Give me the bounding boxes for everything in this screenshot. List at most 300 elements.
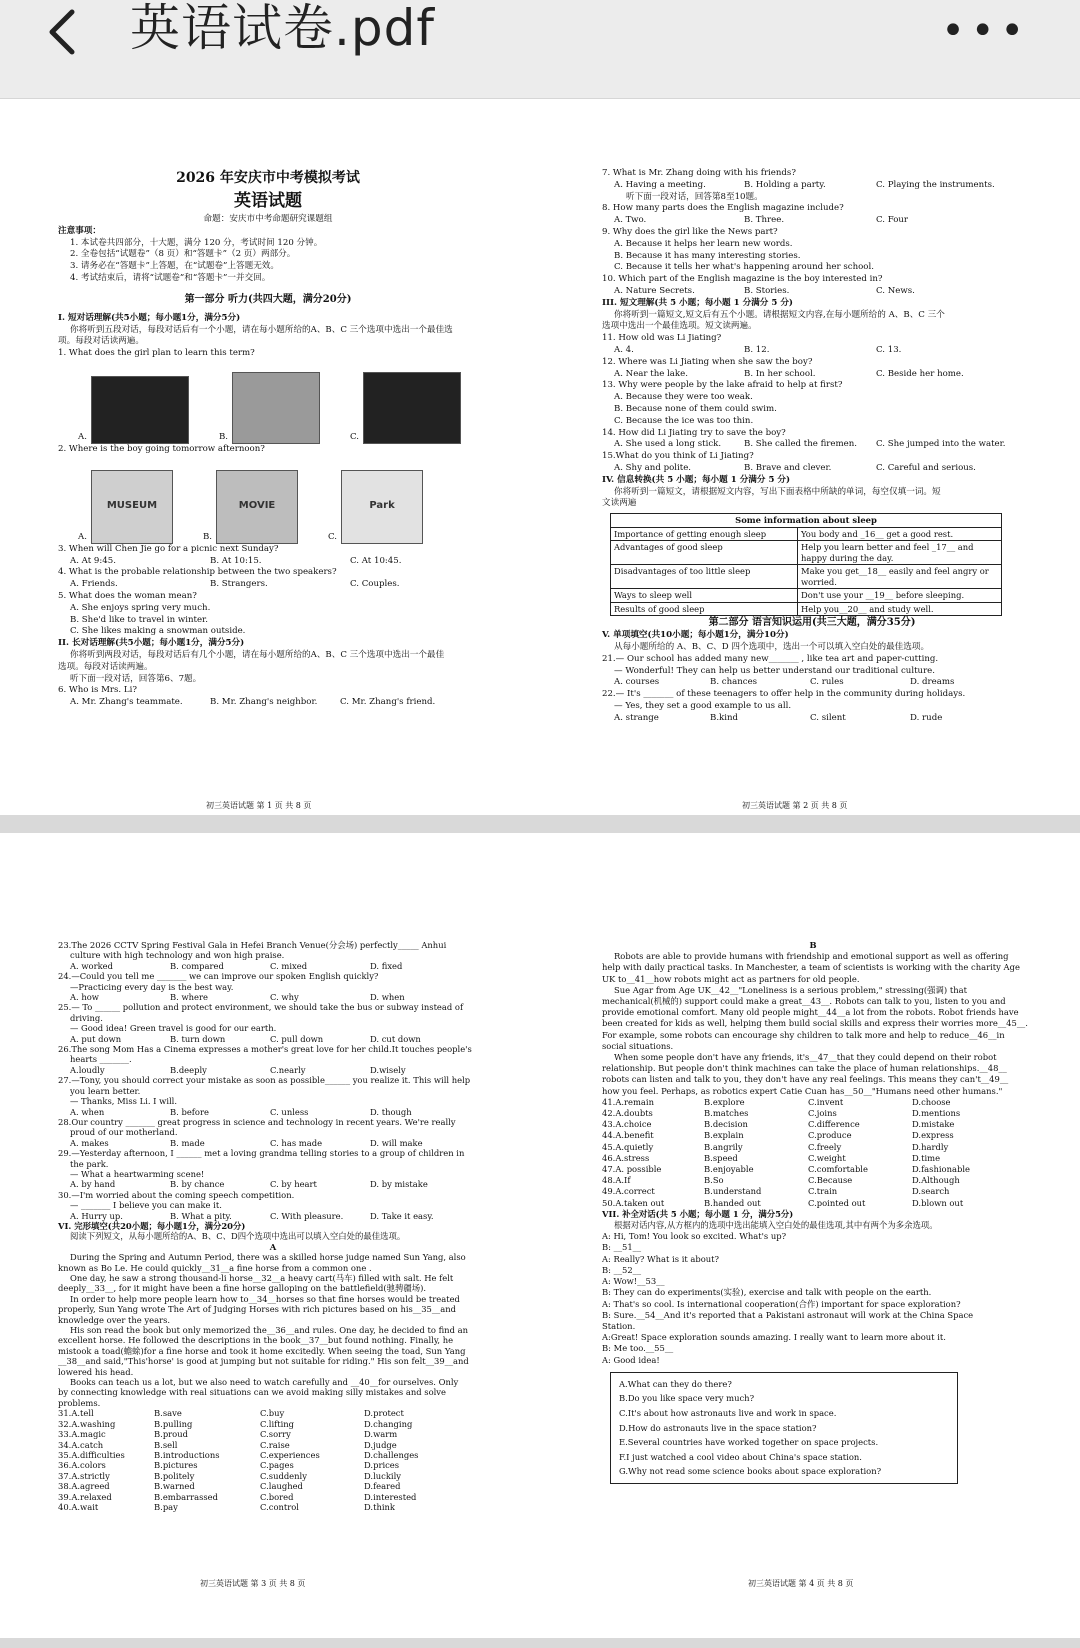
option: B. compared <box>170 960 224 971</box>
option: D.luckily <box>364 1470 402 1481</box>
text-line: During the Spring and Autumn Period, there was a skilled horse judge named Sun Yang, also <box>70 1252 466 1263</box>
option: A. Friends. <box>70 579 118 590</box>
option: D. will make <box>370 1137 423 1148</box>
option-label: B. <box>218 432 229 443</box>
option: B.So <box>704 1175 724 1186</box>
option: C.weight <box>808 1152 846 1163</box>
section-instruction: 文读两遍 <box>602 498 637 509</box>
option: D.choose <box>912 1096 951 1107</box>
question-27-cont: you learn better. <box>70 1085 141 1096</box>
table-cell: Help you learn better and feel _17__ and happy during the day. <box>798 541 1002 565</box>
option: B.speed <box>704 1152 738 1163</box>
option-row <box>58 1492 488 1502</box>
question-26-options <box>58 1065 488 1075</box>
option: D.interested <box>364 1491 417 1502</box>
option: C.train <box>808 1186 838 1197</box>
dialogue <box>602 1231 1024 1365</box>
option: B. Three. <box>744 215 785 226</box>
question-23: 23.The 2026 CCTV Spring Festival Gala in Hefei Branch Venue(分会场) perfectly_____ Anhui <box>58 940 447 950</box>
option: B.decision <box>704 1119 748 1130</box>
option: C.nearly <box>270 1064 306 1075</box>
option: A.loudly <box>70 1064 105 1075</box>
option: B.angrily <box>704 1141 743 1152</box>
option: 48.A.If <box>602 1175 631 1186</box>
option: C.pointed out <box>808 1197 866 1208</box>
top-bar <box>0 0 1080 99</box>
paper-cutting-fish-image <box>363 372 461 444</box>
text-line: by connecting knowledge with real situations can we avoid making silly mistakes and solve <box>58 1387 446 1398</box>
option: B. where <box>170 992 208 1003</box>
option: D.prices <box>364 1460 400 1471</box>
option: 47.A. possible <box>602 1164 662 1175</box>
option: C. With pleasure. <box>270 1210 344 1221</box>
question-30-options <box>58 1211 488 1221</box>
text-line: knowledge over the years. <box>58 1314 171 1325</box>
option: D. rude <box>910 712 943 723</box>
option-row <box>58 1502 488 1512</box>
table-cell: Help you__20__ and study well. <box>798 602 1002 616</box>
question-15: 15.What do you think of Li Jiating? <box>602 451 754 462</box>
option: C.laughed <box>260 1481 303 1492</box>
option: B. by chance <box>170 1179 225 1190</box>
text-line: robots can listen and talk to you, they don't have any real feelings. This means they can't__49__ <box>602 1074 1009 1085</box>
option-row <box>602 1175 1024 1186</box>
table-cell: Ways to sleep well <box>611 589 798 603</box>
cloze-passage-b <box>602 951 1028 1097</box>
text-line: deeply__33__, for it might have been a fine horse galloping on the battlefield(驰骋疆场). <box>58 1283 427 1294</box>
question-10: 10. Which part of the English magazine is the boy interested in? <box>602 274 883 285</box>
option: B.sell <box>154 1439 178 1450</box>
question-14: 14. How did Li Jiating try to save the boy? <box>602 427 786 438</box>
option: 34.A.catch <box>58 1439 104 1450</box>
option: D.blown out <box>912 1197 964 1208</box>
option: C. Couples. <box>350 579 400 590</box>
text-line: how you feel. Perhaps, as robotics expert Catie Cuan has__50__"Humans need other humans." <box>602 1085 1003 1096</box>
table-row <box>611 589 1002 603</box>
option: B. What a pity. <box>170 1210 232 1221</box>
option: C.comfortable <box>808 1164 868 1175</box>
question-11-options <box>602 345 1022 357</box>
passage-label: A <box>269 1241 277 1252</box>
section-instruction: 选项中选出一个最佳选项。短文读两遍。 <box>602 321 757 332</box>
text-line: A: Good idea! <box>602 1354 660 1365</box>
option: C. unless <box>270 1106 309 1117</box>
question-4-options <box>58 579 478 591</box>
option: A. makes <box>70 1137 109 1148</box>
question-26-cont: hearts _______. <box>70 1054 132 1065</box>
option: C.sorry <box>260 1429 291 1440</box>
text-line: A: Wow!__53__ <box>602 1276 665 1287</box>
text-line: __38__and said,"This'horse' is good at jumping but not suitable for riding." His son felt__39__and <box>58 1356 469 1367</box>
option: C. Careful and serious. <box>876 462 976 473</box>
option-row <box>602 1164 1024 1175</box>
option: D.feared <box>364 1481 401 1492</box>
option: B. She called the firemen. <box>744 439 858 450</box>
table-cell: Advantages of good sleep <box>611 541 798 565</box>
text-line: B: __51__ <box>602 1242 642 1253</box>
option: A. Shy and polite. <box>614 462 692 473</box>
option-row <box>602 1108 1024 1119</box>
option: A. 4. <box>614 344 634 355</box>
question-21-options <box>602 677 1022 689</box>
text-line: B: __52__ <box>602 1264 642 1275</box>
text-line: A: That's so cool. Is international cooperation(合作) important for space exploration? <box>602 1298 961 1309</box>
question-21-reply: — Wonderful! They can help us better understand our traditional culture. <box>614 665 935 676</box>
option: B.warned <box>154 1481 195 1492</box>
question-25-reply: — Good idea! Green travel is good for our earth. <box>70 1023 277 1034</box>
option: 43.A.choice <box>602 1119 652 1130</box>
option: 33.A.magic <box>58 1429 106 1440</box>
option-row <box>602 1119 1024 1130</box>
question-3: 3. When will Chen Jie go for a picnic next Sunday? <box>58 543 279 554</box>
option: B. Because it has many interesting stories. <box>614 250 801 261</box>
question-22-reply: — Yes, they set a good example to us all. <box>614 700 792 711</box>
question-7-options <box>602 180 1022 192</box>
author-line: 命题：安庆市中考命题研究课题组 <box>203 214 333 224</box>
question-27: 27.—Tony, you should correct your mistake as soon as possible______ you realize it. This will help <box>58 1075 471 1086</box>
option: D.express <box>912 1130 954 1141</box>
option: B.pay <box>154 1501 178 1512</box>
table-row <box>611 565 1002 589</box>
question-21: 21.— Our school has added many new_______ , like tea art and paper-cutting. <box>602 653 939 664</box>
text-line: mistook a toad(蟾蜍)for a fine horse and took it home excitedly. When seeing the toad, Sun Yang <box>58 1345 466 1356</box>
document-title: 英语试卷.pdf <box>130 0 435 57</box>
text-line: Books can teach us a lot, but we also need to watch carefully and __40__for ourselves. Only <box>70 1377 459 1388</box>
section-instruction: 你将听到两段对话，每段对话后有几个小题，请在每小题所给的A、B、C 三个选项中选出一个最佳 <box>70 649 445 660</box>
option: A. Mr. Zhang's teammate. <box>70 697 183 708</box>
option: C.control <box>260 1501 299 1512</box>
section-1-title: I. 短对话理解(共5小题；每小题1分，满分5分) <box>58 312 241 323</box>
question-27-options <box>58 1107 488 1117</box>
page-separator <box>0 1638 1080 1648</box>
question-3-options <box>58 556 478 568</box>
question-24: 24.—Could you tell me _______ we can improve our spoken English quickly? <box>58 971 379 982</box>
text-line: E.Several countries have worked together on space projects. <box>619 1437 879 1448</box>
chevron-left-icon[interactable] <box>40 2 90 62</box>
text-line: relationship. But people don't think machines can take the place of human relationships.__48__ <box>602 1063 1007 1074</box>
option: D.judge <box>364 1439 397 1450</box>
option: C.pages <box>260 1460 294 1471</box>
text-line: His son read the book but only memorized the__36__and rules. One day, he decided to find an <box>70 1325 468 1336</box>
option: B. Because none of them could swim. <box>614 403 777 414</box>
option: D.mistake <box>912 1119 955 1130</box>
question-29-reply: — What a heartwarming scene! <box>70 1168 205 1179</box>
question-8-options <box>602 215 1022 227</box>
page-separator <box>0 815 1080 833</box>
question-7: 7. What is Mr. Zhang doing with his friends? <box>602 168 796 178</box>
section-instruction: 你将听到五段对话，每段对话后有一个小题，请在每小题所给的A、B、C 三个选项中选出一个最佳选 <box>70 324 453 335</box>
passage-label: B <box>809 940 817 950</box>
text-line: Robots are able to provide humans with friendship and emotional support as well as offering <box>614 951 1009 962</box>
page-1-left <box>58 168 478 709</box>
option: C. 13. <box>876 344 902 355</box>
option: C. mixed <box>270 960 308 971</box>
question-25-options <box>58 1034 488 1044</box>
option: A. by hand <box>70 1179 116 1190</box>
cloze-options-b <box>602 1097 1024 1209</box>
table-cell: Importance of getting enough sleep <box>611 527 798 541</box>
option: B.politely <box>154 1470 195 1481</box>
page-footer: 初三英语试题 第 3 页 共 8 页 <box>200 1579 306 1588</box>
question-28-cont: proud of our motherland. <box>70 1127 178 1138</box>
dialogue-options-box <box>610 1372 958 1484</box>
option: D.time <box>912 1152 941 1163</box>
question-30: 30.—I'm worried about the coming speech competition. <box>58 1189 295 1200</box>
cloze-passage-a <box>58 1252 488 1408</box>
subsection-note: 听下面一段对话，回答第6、7题。 <box>70 673 202 684</box>
question-12-options <box>602 369 1022 381</box>
option: A. At 9:45. <box>70 555 116 566</box>
option: D.wisely <box>370 1064 406 1075</box>
section-4-title: IV. 信息转换(共 5 小题；每小题 1 分满分 5 分) <box>602 474 791 485</box>
table-title: Some information about sleep <box>611 514 1002 528</box>
option: B.explain <box>704 1130 744 1141</box>
option: B. chances <box>710 677 758 688</box>
option: C.difference <box>808 1119 860 1130</box>
page-footer: 初三英语试题 第 4 页 共 8 页 <box>748 1579 854 1588</box>
text-line: B.Do you like space very much? <box>619 1393 755 1404</box>
option: A. She used a long stick. <box>614 439 722 450</box>
option: D.search <box>912 1186 950 1197</box>
option: C.freely <box>808 1141 842 1152</box>
text-line: help with daily practical tasks. In Manchester, a team of scientists is working with the charity Age <box>602 962 1020 973</box>
notice-item: 2. 全卷包括“试题卷”（8 页）和“答题卡”（2 页）两部分。 <box>70 249 296 260</box>
table-row <box>611 602 1002 616</box>
option: B.matches <box>704 1108 749 1119</box>
option: B. Holding a party. <box>744 179 826 190</box>
text-line: A:Great! Space exploration sounds amazing. I really want to learn more about it. <box>602 1332 946 1343</box>
option: A. Nature Secrets. <box>614 285 695 296</box>
option: C. silent <box>810 712 846 723</box>
option: C.invent <box>808 1096 844 1107</box>
option-row <box>602 1130 1024 1141</box>
question-12: 12. Where was Li Jiating when she saw the boy? <box>602 356 813 367</box>
option: B. Strangers. <box>210 579 268 590</box>
text-line: When some people don't have any friends, it's__47__that they could depend on their robot <box>614 1052 997 1063</box>
option: 49.A.correct <box>602 1186 655 1197</box>
option: C. rules <box>810 677 844 688</box>
option: A. Two. <box>614 215 647 226</box>
notice-item: 4. 考试结束后，请将“试题卷”和“答题卡”一并交回。 <box>70 272 271 283</box>
text-line: A.What can they do there? <box>619 1378 732 1389</box>
question-10-options <box>602 286 1022 298</box>
table-row <box>611 527 1002 541</box>
subsection-note: 听下面一段对话，回答第8至10题。 <box>626 191 763 202</box>
question-29: 29.—Yesterday afternoon, I ______ met a loving grandma telling stories to a group of children in <box>58 1148 465 1159</box>
option: C.joins <box>808 1108 837 1119</box>
text-line: F.I just watched a cool video about China's space station. <box>619 1451 862 1462</box>
question-13: 13. Why were people by the lake afraid to help at first? <box>602 380 843 391</box>
section-instruction: 阅读下列短文，从每小题所给的A、B、C、D四个选项中选出可以填入空白处的最佳选项。 <box>70 1231 406 1242</box>
pottery-image <box>232 372 320 444</box>
option: C. pull down <box>270 1033 324 1044</box>
question-30-reply: — _______ I believe you can make it. <box>70 1200 222 1211</box>
option: B.understand <box>704 1186 762 1197</box>
shadow-puppet-image <box>91 376 189 444</box>
option-row <box>602 1142 1024 1153</box>
notice-item: 3. 请务必在“答题卡”上答题，在“试题卷”上答题无效。 <box>70 261 279 272</box>
text-line: A: Really? What is it about? <box>602 1253 720 1264</box>
option-row <box>602 1198 1024 1209</box>
section-instruction: 你将听到一篇短文,短文后有五个小题。请根据短文内容,在每小题所给的 A、B、C 三个 <box>614 309 945 320</box>
option: C. At 10:45. <box>350 555 402 566</box>
option: D. Take it easy. <box>370 1210 434 1221</box>
text-line: provide emotional comfort. Many old people might__44__a lot from the robots. Robot friends have <box>602 1007 1019 1018</box>
question-25-cont: driving. <box>70 1012 103 1023</box>
option: C. by heart <box>270 1179 317 1190</box>
text-line: In order to help more people learn how to__34__horses so that fine horses would be treated <box>70 1293 460 1304</box>
section-3-title: III. 短文理解(共 5 小题；每小题 1 分满分 5 分) <box>602 297 793 308</box>
option-row <box>58 1408 488 1418</box>
text-line: excellent horse. He followed the descriptions in the book__37__but found nothing. Finally, he <box>58 1335 454 1346</box>
option: 39.A.relaxed <box>58 1491 112 1502</box>
text-line: known as Bo Le. He could quickly__31__a fine horse from a common one . <box>58 1262 372 1273</box>
text-line: B: Sure.__54__And it's reported that a Pakistani astronaut will work at the China Space <box>602 1309 974 1320</box>
text-line: For example, some robots can encourage shy children to talk more and help to reduce__46__in <box>602 1029 1005 1040</box>
option: C. has made <box>270 1137 323 1148</box>
option: 32.A.washing <box>58 1418 116 1429</box>
option: A. Having a meeting. <box>614 179 706 190</box>
option: C. Because it tells her what's happening around her school. <box>614 262 874 273</box>
question-14-options <box>602 439 1022 451</box>
option: B.embarrassed <box>154 1491 218 1502</box>
text-line: problems. <box>58 1397 101 1408</box>
option: C. Because the ice was too thin. <box>614 415 754 426</box>
option: C.produce <box>808 1130 852 1141</box>
movie-theater-image: MOVIE <box>216 470 298 544</box>
option: B. At 10:15. <box>210 555 262 566</box>
option-row <box>58 1429 488 1439</box>
section-instruction: 选项。每段对话读两遍。 <box>58 661 153 672</box>
notice-item: 1. 本试卷共四部分，十大题，满分 120 分，考试时间 120 分钟。 <box>70 237 323 248</box>
option: A. Because they were too weak. <box>614 392 753 403</box>
option: B.explore <box>704 1096 745 1107</box>
question-4: 4. What is the probable relationship between the two speakers? <box>58 567 337 578</box>
table-cell: Disadvantages of too little sleep <box>611 565 798 589</box>
option: B. made <box>170 1137 205 1148</box>
table-cell: Make you get__18__ easily and feel angry or worried. <box>798 565 1002 589</box>
option: A. how <box>70 992 99 1003</box>
section-instruction: 项。每段对话读两遍。 <box>58 336 144 347</box>
option-label: A. <box>78 531 87 542</box>
option: A. Because it helps her learn new words. <box>614 238 793 249</box>
question-24-reply: —Practicing every day is the best way. <box>70 981 234 992</box>
option: D. though <box>370 1106 412 1117</box>
page-3-left <box>58 940 488 1512</box>
option: 45.A.quietly <box>602 1141 654 1152</box>
exam-title: 2026 年安庆市中考模拟考试 <box>176 170 360 186</box>
question-23-options <box>58 961 488 971</box>
option-label: A. <box>78 432 87 443</box>
option: B.enjoyable <box>704 1164 754 1175</box>
question-6: 6. Who is Mrs. Li? <box>58 685 137 696</box>
option: D. dreams <box>910 677 955 688</box>
option: A. put down <box>70 1033 122 1044</box>
text-line: UK to__41__how robots might act as partners for old people. <box>602 973 860 984</box>
question-6-options <box>58 697 478 709</box>
option: D.challenges <box>364 1449 419 1460</box>
option: C.lifting <box>260 1418 295 1429</box>
question-8: 8. How many parts does the English magazine include? <box>602 203 844 214</box>
question-11: 11. How old was Li Jiating? <box>602 333 722 344</box>
text-line: One day, he saw a strong thousand-li horse__32__a heavy cart(马车) filled with salt. He felt <box>70 1273 454 1283</box>
option: B. Brave and clever. <box>744 462 832 473</box>
text-line: mechanical(机械的) support could make a great__43__. Robots can talk to you, listen to you and <box>602 996 1006 1007</box>
text-line: G.Why not read some science books about space exploration? <box>619 1466 882 1477</box>
table-cell: Results of good sleep <box>611 602 798 616</box>
more-horizontal-icon[interactable]: ••• <box>941 8 1030 54</box>
text-line: been created for kids as well, helping them build social skills and express their worries more__45__. <box>602 1018 1028 1029</box>
option: D. cut down <box>370 1033 421 1044</box>
option-row <box>602 1186 1024 1197</box>
option: D.think <box>364 1501 395 1512</box>
option: C. Playing the instruments. <box>876 179 995 190</box>
option: D.hardly <box>912 1141 949 1152</box>
section-instruction: 你将听到一篇短文，请根据短文内容，写出下面表格中所缺的单词，每空仅填一词。短 <box>614 486 941 497</box>
text-line: D.How do astronauts live in the space station? <box>619 1422 817 1433</box>
option: B.save <box>154 1408 182 1419</box>
option: 35.A.difficulties <box>58 1449 125 1460</box>
museum-image: MUSEUM <box>91 470 173 544</box>
sleep-info-table <box>610 513 1002 616</box>
question-26: 26.The song Mom Has a Cinema expresses a mother's great love for her child.It touches people's <box>58 1044 472 1055</box>
option: B. Mr. Zhang's neighbor. <box>210 697 318 708</box>
question-25: 25.— To ______ pollution and protect environment, we should take the bus or subway instead of <box>58 1002 464 1013</box>
option: D.Although <box>912 1175 960 1186</box>
option-label: B. <box>202 531 213 542</box>
option: D.protect <box>364 1408 404 1419</box>
option: C. News. <box>876 285 915 296</box>
option: B.deeply <box>170 1064 207 1075</box>
option-row <box>602 1097 1024 1108</box>
option: A. courses <box>614 677 660 688</box>
option: B. She'd like to travel in winter. <box>70 614 208 625</box>
option: D.fashionable <box>912 1164 970 1175</box>
option: A. Hurry up. <box>70 1210 123 1221</box>
text-line: social situations. <box>602 1040 674 1051</box>
option-label: C. <box>350 432 360 443</box>
option: 41.A.remain <box>602 1096 654 1107</box>
option: 46.A.stress <box>602 1152 650 1163</box>
option: C. Beside her home. <box>876 368 964 379</box>
question-22: 22.— It's _______ of these teenagers to offer help in the community during holidays. <box>602 689 966 700</box>
park-image: Park <box>341 470 423 544</box>
option-label: C. <box>328 531 338 542</box>
option: C.buy <box>260 1408 285 1419</box>
table-cell: Don't use your __19__ before sleeping. <box>798 589 1002 603</box>
question-24-options <box>58 992 488 1002</box>
option: C. She likes making a snowman outside. <box>70 626 246 637</box>
section-6-title: VI. 完形填空(共20小题；每小题1分，满分20分) <box>58 1220 246 1231</box>
option: C.raise <box>260 1439 290 1450</box>
table-row <box>611 541 1002 565</box>
question-5: 5. What does the woman mean? <box>58 590 197 601</box>
option: D. when <box>370 992 405 1003</box>
option: C. Four <box>876 215 909 226</box>
option: 38.A.agreed <box>58 1481 110 1492</box>
question-29-cont: the park. <box>70 1158 109 1169</box>
question-1: 1. What does the girl plan to learn this term? <box>58 348 255 359</box>
cloze-options-a <box>58 1408 488 1512</box>
text-line: Station. <box>602 1320 636 1331</box>
section-5-title: V. 单项填空(共10小题；每小题1分，满分10分) <box>602 630 789 641</box>
option: C.bored <box>260 1491 294 1502</box>
option: B. before <box>170 1106 209 1117</box>
option: A. strange <box>614 712 659 723</box>
option: B.pictures <box>154 1460 198 1471</box>
text-line: A: Hi, Tom! You look so excited. What's up? <box>602 1231 787 1242</box>
option: B.proud <box>154 1429 188 1440</box>
